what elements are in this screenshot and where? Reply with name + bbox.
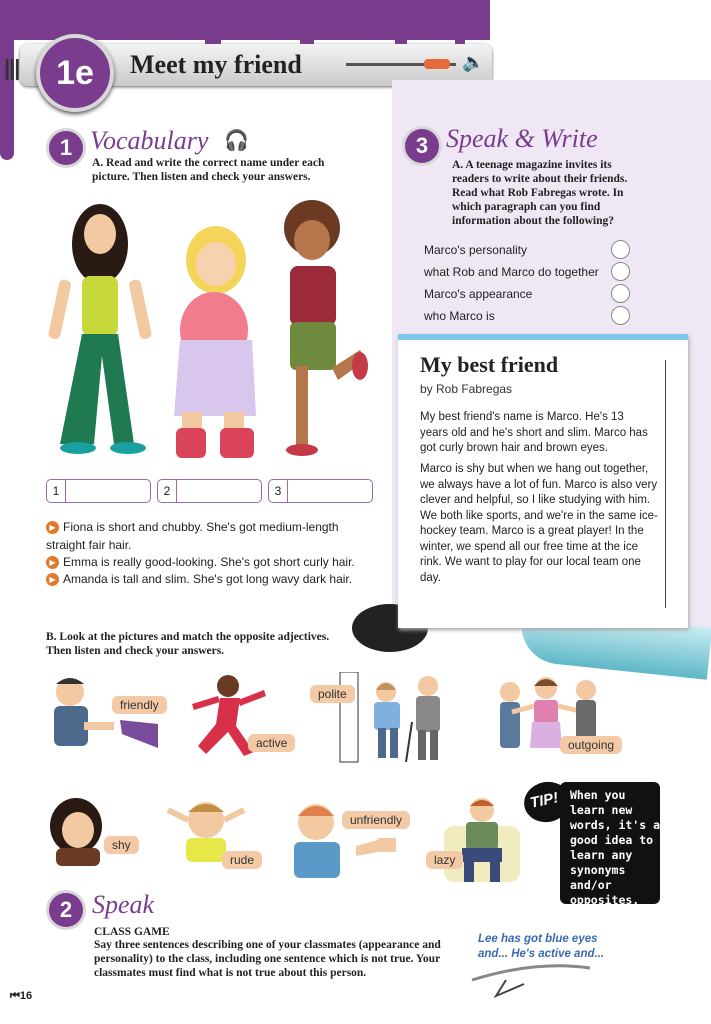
headphones-icon: 🎧 bbox=[224, 130, 249, 152]
tip-label: TIP! bbox=[528, 789, 560, 812]
bars-icon: ||| bbox=[4, 55, 20, 80]
section-title-speak: Speak bbox=[92, 890, 155, 919]
description-item: ▶ Emma is really good-looking. She's got short curly hair. bbox=[46, 553, 376, 571]
answer-circle[interactable] bbox=[611, 240, 630, 259]
paragraph-item: Marco's personality bbox=[424, 243, 527, 257]
paragraph-item: what Rob and Marco do together bbox=[424, 265, 599, 279]
instruction-b: B. Look at the pictures and match the opposite adjectives. Then listen and check your answers. bbox=[46, 631, 330, 657]
article-paragraph-1: My best friend's name is Marco. He's 13 years old and he's short and slim. Marco has got curly brown hair and brown eyes. bbox=[420, 411, 648, 454]
answer-number: 1 bbox=[47, 480, 66, 502]
section-number: 3 bbox=[402, 126, 442, 166]
description-item: ▶ Fiona is short and chubby. She's got medium-length straight fair hair. bbox=[46, 520, 339, 552]
audio-slider-knob bbox=[424, 59, 450, 69]
speech-example: Lee has got blue eyes and... He's active and... bbox=[478, 933, 605, 960]
adjective-tag[interactable]: active bbox=[248, 734, 295, 752]
tip-text: When you learn new words, it's a good idea to learn any synonyms and/or opposites. bbox=[570, 788, 661, 907]
section-title-vocabulary: Vocabulary bbox=[90, 126, 209, 155]
adjective-tag[interactable]: outgoing bbox=[560, 736, 622, 754]
answer-number: 3 bbox=[269, 480, 288, 502]
instruction-a: A. Read and write the correct name under each picture. Then listen and check your answers. bbox=[92, 157, 325, 183]
article-title: My best friend bbox=[420, 352, 559, 377]
instruction-speak-write: A. A teenage magazine invites its readers to write about their friends. Read what Rob Fabregas wrote. In which paragraph can you find information about the following? bbox=[452, 159, 628, 227]
article-divider bbox=[665, 360, 666, 608]
person-shy bbox=[46, 796, 106, 868]
girl-illustration-2 bbox=[164, 220, 264, 460]
girl-illustration-1 bbox=[48, 196, 158, 458]
article-byline: by Rob Fabregas bbox=[420, 382, 513, 396]
answer-box-1[interactable] bbox=[46, 479, 151, 503]
page-number: ⏮16 bbox=[10, 990, 33, 1002]
answer-box-3[interactable] bbox=[268, 479, 373, 503]
answer-box-2[interactable] bbox=[157, 479, 262, 503]
paragraph-item: Marco's appearance bbox=[424, 287, 533, 301]
play-icon[interactable]: ▶ bbox=[46, 521, 59, 534]
girl-illustration-3 bbox=[266, 198, 372, 464]
play-icon[interactable]: ▶ bbox=[46, 573, 59, 586]
description-item: ▶ Amanda is tall and slim. She's got long wavy dark hair. bbox=[46, 570, 376, 588]
class-game-label: CLASS GAME bbox=[94, 926, 170, 938]
rewind-icon: ⏮ bbox=[10, 990, 20, 1002]
answer-circle[interactable] bbox=[611, 262, 630, 281]
person-friendly bbox=[40, 672, 160, 760]
adjective-tag[interactable]: friendly bbox=[112, 696, 167, 714]
section-number: 2 bbox=[46, 890, 86, 930]
article-paragraph-2: Marco is shy but when we hang out together, we always have a lot of fun. Marco is also very clever and helpful, so I like studying with him. We both like sports, and we're in the same ice-hockey team. Marco is a great player! In the winter, we spend all our free time at the ice rink. We want to play for our local team one day. bbox=[420, 463, 658, 584]
speaker-icon: 🔈 bbox=[462, 52, 485, 72]
play-icon[interactable]: ▶ bbox=[46, 556, 59, 569]
adjective-tag[interactable]: lazy bbox=[426, 851, 463, 869]
section-number: 1 bbox=[46, 128, 86, 168]
person-unfriendly bbox=[286, 796, 406, 884]
speak-instruction: Say three sentences describing one of your classmates (appearance and personality) to the class, including one sentence which is not true. Your classmates must find what is not true about this person. bbox=[94, 939, 441, 979]
person-polite bbox=[336, 672, 462, 764]
speech-bubble-icon bbox=[466, 958, 596, 1000]
adjective-tag[interactable]: rude bbox=[222, 851, 262, 869]
answer-circle[interactable] bbox=[611, 306, 630, 325]
adjective-tag[interactable]: unfriendly bbox=[342, 811, 410, 829]
adjective-tag[interactable]: shy bbox=[104, 836, 139, 854]
answer-number: 2 bbox=[158, 480, 177, 502]
answer-circle[interactable] bbox=[611, 284, 630, 303]
person-lazy bbox=[440, 796, 524, 888]
paragraph-item: who Marco is bbox=[424, 309, 495, 323]
unit-badge: 1e bbox=[36, 34, 114, 112]
section-title-speak-write: Speak & Write bbox=[446, 124, 598, 153]
adjective-tag[interactable]: polite bbox=[310, 685, 355, 703]
page-title: Meet my friend bbox=[130, 50, 302, 79]
